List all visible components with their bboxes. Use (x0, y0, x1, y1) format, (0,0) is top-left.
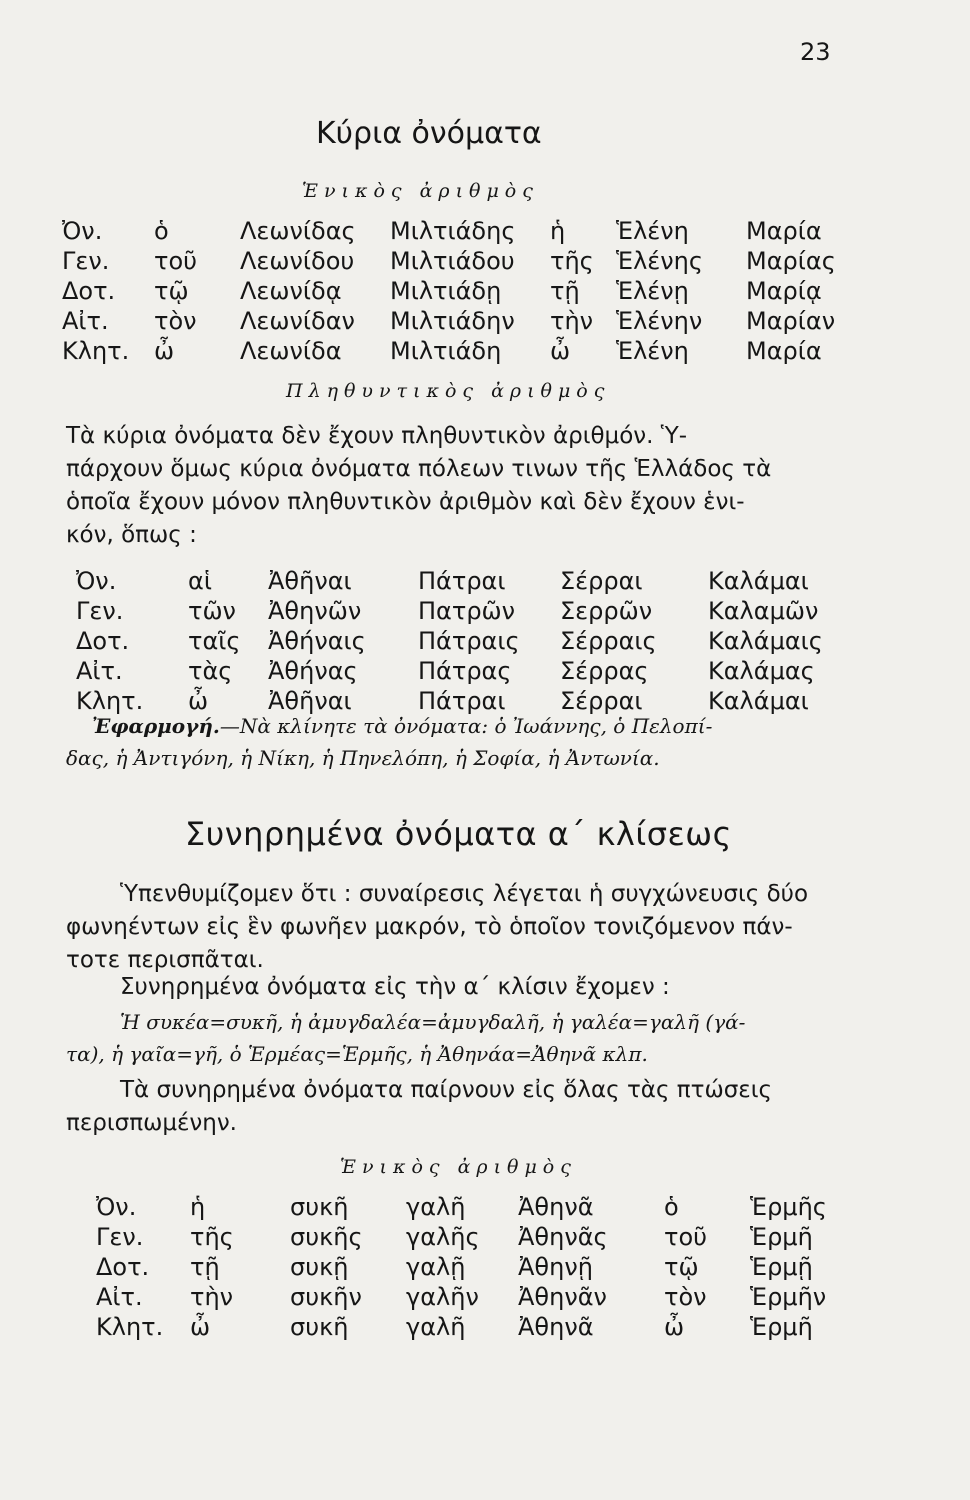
table-cell: Ἀθήναις (268, 627, 366, 655)
table-cell: ὁ (664, 1193, 679, 1221)
table-row (62, 276, 866, 306)
table-cell: γαλῆς (406, 1223, 480, 1251)
paragraph-contracted-list: Συνηρημένα ὀνόματα εἰς τὴν α΄ κλίσιν ἔχομεν : (120, 974, 670, 1000)
plural-caption: Πληθυντικὸς ἀριθμὸς (286, 380, 611, 402)
table-row (96, 1222, 870, 1252)
table-cell: Σερρῶν (560, 597, 653, 625)
case-label: Ὀν. (96, 1193, 137, 1221)
table-cell: Λεωνίδᾳ (240, 277, 342, 305)
table-cell: Καλάμαι (708, 687, 809, 715)
table-cell: ὦ (188, 687, 209, 715)
case-label: Γεν. (62, 247, 110, 275)
table-cell: ὦ (190, 1313, 211, 1341)
table-cell: τοῦ (154, 247, 198, 275)
case-label: Ὀν. (62, 217, 103, 245)
table-cell: ὦ (664, 1313, 685, 1341)
text-line: περισπωμένην. (66, 1110, 237, 1136)
table-row (62, 306, 866, 336)
table-cell: Ἑλένῃ (616, 277, 689, 305)
table-cell: Ἀθηνῇ (518, 1253, 593, 1281)
table-cell: γαλῆν (406, 1283, 479, 1311)
table-cell: συκῆν (290, 1283, 362, 1311)
table-cell: τὸν (154, 307, 197, 335)
text-line: ὁποῖα ἔχουν μόνον πληθυντικὸν ἀριθμὸν καὶ δὲν ἔχουν ἑνι- (66, 489, 745, 515)
table-cell: Ἑλένη (616, 337, 689, 365)
table-cell: Πατρῶν (418, 597, 516, 625)
table-cell: Μαρίᾳ (746, 277, 822, 305)
paragraph-contraction-note (66, 878, 866, 977)
examples-line-2: τα), ἡ γαῖα=γῆ, ὁ Ἑρμέας=Ἑρμῆς, ἡ Ἀθηνάα=Ἀθηνᾶ κλπ. (66, 1042, 648, 1066)
table-cell: ἡ (190, 1193, 206, 1221)
table-cell: τῇ (550, 277, 580, 305)
table-cell: Ἀθηνᾶς (518, 1223, 608, 1251)
table-cell: Καλαμῶν (708, 597, 819, 625)
table-cell: Μιλτιάδῃ (390, 277, 502, 305)
paragraph-accent-note (66, 1074, 866, 1140)
table-cell: τῷ (154, 277, 189, 305)
declension-table-plural-cities (76, 566, 838, 716)
table-cell: ὦ (550, 337, 571, 365)
table-cell: συκῆ (290, 1313, 349, 1341)
table-cell: Πάτραι (418, 687, 506, 715)
declension-table-proper-nouns (62, 216, 866, 366)
table-cell: τῆς (190, 1223, 234, 1251)
table-cell: Ἑρμῆς (750, 1193, 827, 1221)
table-cell: ταῖς (188, 627, 241, 655)
table-row (76, 596, 838, 626)
table-cell: τὸν (664, 1283, 707, 1311)
case-label: Δοτ. (96, 1253, 150, 1281)
table-cell: συκῆ (290, 1193, 349, 1221)
text-line: πάρχουν ὅμως κύρια ὀνόματα πόλεων τινων τῆς Ἑλλάδος τὰ (66, 456, 772, 482)
singular-caption: Ἑνικὸς ἀριθμὸς (302, 180, 539, 202)
table-cell: Μιλτιάδη (390, 337, 502, 365)
table-cell: Ἑλένης (616, 247, 703, 275)
table-row (76, 566, 838, 596)
table-cell: Μιλτιάδης (390, 217, 516, 245)
table-cell: Μαρία (746, 217, 822, 245)
table-cell: Πάτρας (418, 657, 512, 685)
case-label: Αἰτ. (76, 657, 123, 685)
table-cell: Λεωνίδας (240, 217, 356, 245)
exercise-label: Ἐφαρμογή. (92, 714, 220, 738)
table-row (96, 1282, 870, 1312)
table-cell: τῶν (188, 597, 236, 625)
table-cell: συκῆς (290, 1223, 363, 1251)
table-cell: Λεωνίδα (240, 337, 342, 365)
case-label: Γεν. (96, 1223, 144, 1251)
table-cell: Ἑρμῆν (750, 1283, 827, 1311)
table-cell: Ἀθηνῶν (268, 597, 362, 625)
table-cell: τοῦ (664, 1223, 708, 1251)
table-cell: Μιλτιάδου (390, 247, 515, 275)
table-cell: Λεωνίδαν (240, 307, 355, 335)
table-cell: τὴν (550, 307, 594, 335)
table-row (62, 246, 866, 276)
table-cell: Καλάμας (708, 657, 815, 685)
case-label: Αἰτ. (62, 307, 109, 335)
table-cell: Πάτραι (418, 567, 506, 595)
table-cell: ἡ (550, 217, 566, 245)
case-label: Κλητ. (96, 1313, 164, 1341)
table-cell: Ἀθηνᾶ (518, 1313, 594, 1341)
table-row (96, 1252, 870, 1282)
text-line: Τὰ συνηρημένα ὀνόματα παίρνουν εἰς ὅλας τὰς πτώσεις (120, 1077, 773, 1103)
table-cell: Ἑρμῆ (750, 1223, 813, 1251)
section-title: Συνηρημένα ὀνόματα α΄ κλίσεως (185, 815, 732, 853)
table-cell: Καλάμαι (708, 567, 809, 595)
table-cell: Ἑρμῆ (750, 1313, 813, 1341)
table-cell: Μαρία (746, 337, 822, 365)
table-cell: Σέρραι (560, 567, 643, 595)
table-cell: Ἀθήνας (268, 657, 358, 685)
table-cell: Μαρίας (746, 247, 836, 275)
table-cell: Ἀθῆναι (268, 567, 352, 595)
text-line: Ὑπενθυμίζομεν ὅτι : συναίρεσις λέγεται ἡ συγχώνευσις δύο (120, 881, 809, 907)
table-cell: Σέρραις (560, 627, 657, 655)
text-line: Τὰ κύρια ὀνόματα δὲν ἔχουν πληθυντικὸν ἀριθμόν. Ὑ- (66, 423, 688, 449)
singular-caption-2: Ἑνικὸς ἀριθμὸς (340, 1156, 577, 1178)
table-cell: τῷ (664, 1253, 699, 1281)
text-line: φωνηέντων εἰς ἓν φωνῆεν μακρόν, τὸ ὁποῖον τονιζόμενον πάν- (66, 914, 793, 940)
page-heading: Κύρια ὀνόματα (316, 116, 542, 151)
table-cell: Ἑλένην (616, 307, 703, 335)
table-cell: γαλῆ (406, 1313, 466, 1341)
exercise-line-1 (92, 714, 712, 738)
exercise-line-2: δας, ἡ Ἀντιγόνη, ἡ Νίκη, ἡ Πηνελόπη, ἡ Σοφία, ἡ Ἀντωνία. (66, 746, 660, 770)
case-label: Ὀν. (76, 567, 117, 595)
case-label: Δοτ. (76, 627, 130, 655)
table-cell: ὁ (154, 217, 169, 245)
table-cell: συκῇ (290, 1253, 349, 1281)
table-cell: Μιλτιάδην (390, 307, 515, 335)
table-cell: Ἑλένη (616, 217, 689, 245)
case-label: Γεν. (76, 597, 124, 625)
table-cell: αἱ (188, 567, 212, 595)
table-cell: Καλάμαις (708, 627, 823, 655)
table-cell: Ἀθηνᾶ (518, 1193, 594, 1221)
examples-line-1: Ἡ συκέα=συκῆ, ἡ ἀμυγδαλέα=ἀμυγδαλῆ, ἡ γαλέα=γαλῆ (γά- (120, 1010, 746, 1034)
table-cell: Ἀθῆναι (268, 687, 352, 715)
table-cell: Σέρραι (560, 687, 643, 715)
table-cell: Λεωνίδου (240, 247, 355, 275)
table-cell: τὰς (188, 657, 233, 685)
table-cell: Μαρίαν (746, 307, 836, 335)
text-line: κόν, ὅπως : (66, 522, 197, 548)
text-line: τοτε περισπᾶται. (66, 947, 264, 973)
page-number: 23 (800, 38, 831, 66)
table-row (62, 216, 866, 246)
table-cell: ὦ (154, 337, 175, 365)
declension-table-contracted (96, 1192, 870, 1342)
table-cell: Ἑρμῇ (750, 1253, 813, 1281)
table-row (76, 656, 838, 686)
table-cell: γαλῆ (406, 1193, 466, 1221)
table-row (96, 1192, 870, 1222)
exercise-text: —Νὰ κλίνητε τὰ ὀνόματα: ὁ Ἰωάννης, ὁ Πελοπί- (219, 714, 713, 738)
table-cell: Ἀθηνᾶν (518, 1283, 607, 1311)
case-label: Κλητ. (76, 687, 144, 715)
table-row (76, 626, 838, 656)
table-cell: γαλῇ (406, 1253, 466, 1281)
case-label: Κλητ. (62, 337, 130, 365)
table-cell: τῆς (550, 247, 594, 275)
table-row (96, 1312, 870, 1342)
table-cell: τῇ (190, 1253, 220, 1281)
case-label: Αἰτ. (96, 1283, 143, 1311)
table-cell: Πάτραις (418, 627, 520, 655)
table-row (76, 686, 838, 716)
paragraph-plural-note (66, 420, 856, 552)
table-cell: Σέρρας (560, 657, 649, 685)
case-label: Δοτ. (62, 277, 116, 305)
table-cell: τὴν (190, 1283, 234, 1311)
table-row (62, 336, 866, 366)
